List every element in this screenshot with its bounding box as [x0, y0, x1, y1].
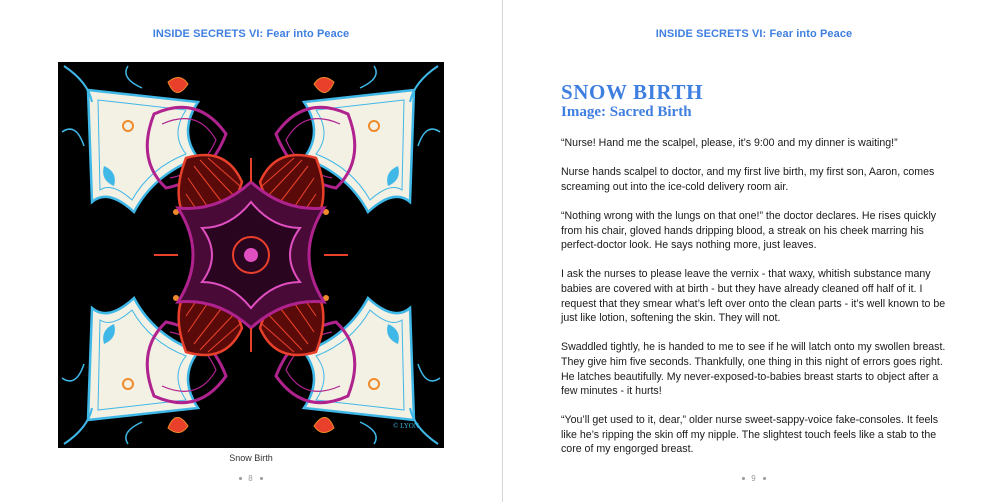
left-page — [0, 0, 502, 502]
paragraph: “Nothing wrong with the lungs on that one!” the doctor declares. He rises quickly from his chair, gloved hands dripping blood, a streak on his cheek marring his perfect-doctor look. He says nothing more, just leaves. — [561, 209, 937, 252]
paragraph: Swaddled tightly, he is handed to me to see if he will latch onto my swollen breast. They give him five seconds. Thankfully, one thing in this night of errors goes right. He latches beautifully. My never-exposed-to-babies breast starts to object after a few minutes - it hurts! — [561, 341, 946, 398]
chapter-subtitle: Image: Sacred Birth — [561, 104, 692, 120]
folio-dot — [239, 477, 242, 480]
folio-dot — [763, 477, 766, 480]
body-text — [561, 136, 956, 472]
paragraph: I ask the nurses to please leave the vernix - that waxy, whitish substance many babies are covered with at birth - but they have already cleaned off half of it. I request that they smear what’s left over onto the clean parts - it’s well known to be just like lotion, softening the skin. They will not. — [561, 268, 946, 325]
snow-birth-artwork — [58, 62, 444, 448]
paragraph: “You’ll get used to it, dear,” older nurse sweet-sappy-voice fake-consoles. It feels like he’s ripping the skin off my nipple. The slightest touch feels like a stab to the core of my engorged breast. — [561, 414, 939, 456]
artist-signature: © LYON — [393, 422, 419, 430]
right-page — [503, 0, 1005, 502]
page-number: 8 — [248, 474, 254, 483]
paragraph: Nurse hands scalpel to doctor, and my first live birth, my first son, Aaron, comes screaming out into the ice-cold delivery room air. — [561, 166, 935, 193]
running-head: INSIDE SECRETS VI: Fear into Peace — [655, 28, 853, 40]
running-head: INSIDE SECRETS VI: Fear into Peace — [152, 28, 350, 40]
page-number: 9 — [751, 474, 757, 483]
page-number-left — [0, 474, 502, 483]
chapter-title: SNOW BIRTH — [561, 80, 703, 104]
page-number-right — [503, 474, 1005, 483]
mandala-image — [58, 62, 444, 448]
image-caption: Snow Birth — [229, 453, 273, 463]
folio-dot — [742, 477, 745, 480]
paragraph: “Nurse! Hand me the scalpel, please, it’s 9:00 and my dinner is waiting!” — [561, 137, 898, 149]
folio-dot — [260, 477, 263, 480]
